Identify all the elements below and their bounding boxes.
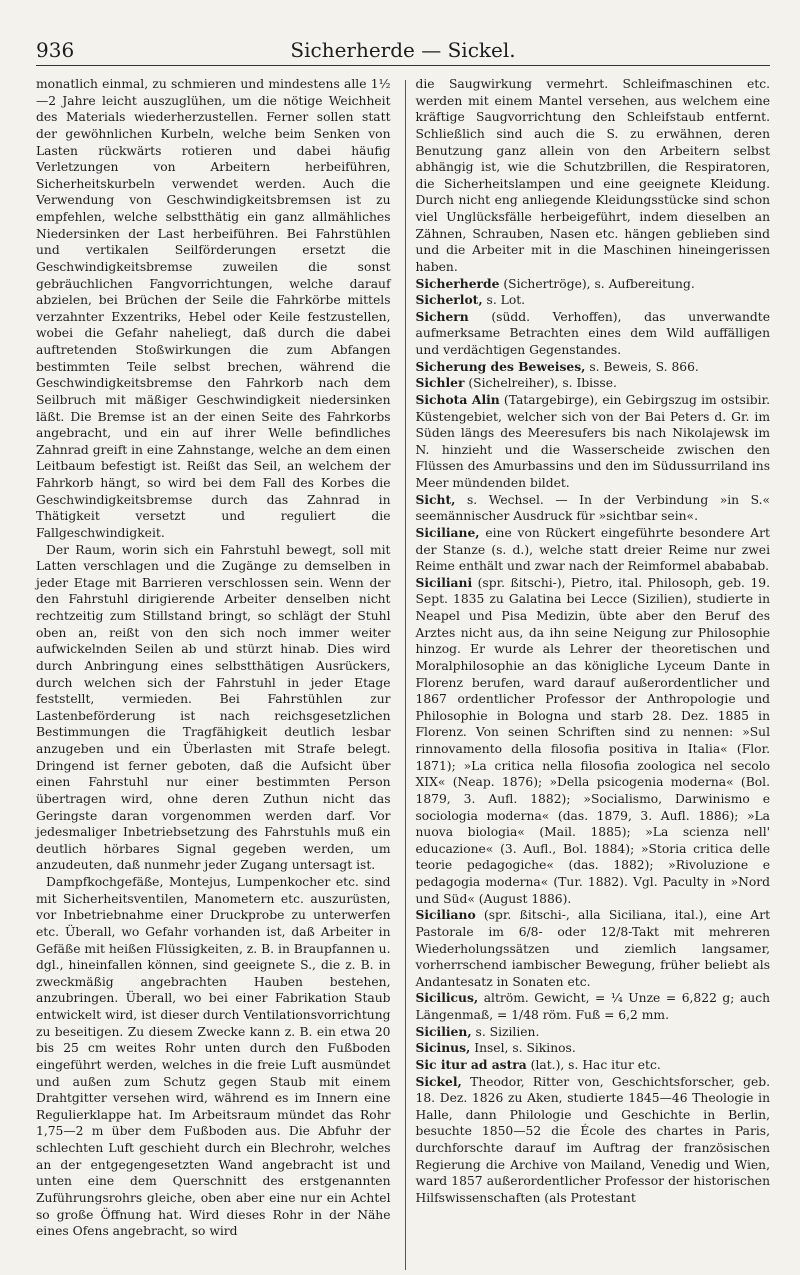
dictionary-entry <box>416 392 771 492</box>
dictionary-entry <box>416 292 771 309</box>
entry-headword: Sicherlot, <box>415 292 483 308</box>
entry-text: (lat.), s. Hac itur etc. <box>526 1057 661 1072</box>
entry-headword: Sichler <box>415 375 465 391</box>
dictionary-entry <box>416 359 771 376</box>
dictionary-entry <box>416 1057 771 1074</box>
column-divider <box>405 80 406 1270</box>
dictionary-entry <box>416 1024 771 1041</box>
text-columns <box>36 76 770 1270</box>
entry-text: Insel, s. Sikinos. <box>470 1041 576 1056</box>
dictionary-entry <box>416 907 771 990</box>
entry-text: s. Beweis, S. 866. <box>585 359 699 374</box>
page-header <box>36 38 770 66</box>
running-title: Sicherherde — Sickel. <box>290 38 516 62</box>
entry-headword: Sichota Alin <box>415 391 500 407</box>
entry-headword: Sicherherde <box>415 275 500 291</box>
entry-text: (Tatargebirge), ein Gebirgszug im ostsibir. Küstengebiet, welcher sich von der Bai Peters d. Gr. im Süden längs des Meeresufers bis nach Nikolajewsk im N. hinzieht und die Wasserscheide zwischen den Flüssen des Amurbassins und den im Südussurriland ins Meer mündenden bildet. <box>415 392 771 490</box>
entry-headword: Sichern <box>415 308 469 324</box>
entry-text: (spr. ßitschi-, alla Siciliana, ital.), eine Art Pastorale im 6/8- oder 12/8-Takt mit mehreren Wiederholungssätzen und ziemlich langsamer, vorherrschend iambischer Bewegung, früher beliebt als Andantesatz in Sonaten etc. <box>415 908 771 989</box>
dictionary-entry <box>416 1074 771 1207</box>
dictionary-entry <box>416 375 771 392</box>
body-paragraph: Dampfkochgefäße, Montejus, Lumpenkocher etc. sind mit Sicherheitsventilen, Manometern etc. auszurüsten, vor Inbetriebnahme einer Druckprobe zu unterwerfen etc. Überall, wo Gefahr vorhanden ist, daß Arbeiter in Gefäße mit heißen Flüssigkeiten, z. B. in Braupfannen u. dgl., hineinfallen können, sind geeignete S., die z. B. in zweckmäßig angebrachten Hauben bestehen, anzubringen. Überall, wo bei einer Fabrikation Staub entwickelt wird, ist dieser durch Ventilationsvorrichtung zu beseitigen. Zu diesem Zwecke kann z. B. ein etwa 20 bis 25 cm weites Rohr unten durch den Fußboden eingeführt werden, welches in die freie Luft ausmündet und außen zum Schutz gegen Staub mit einem Drahtgitter versehen wird, während es im Innern eine Regulierklappe hat. Im Arbeitsraum mündet das Rohr 1,75—2 m über dem Fußboden aus. Die Abfuhr der schlechten Luft geschieht durch ein Blechrohr, welches an der entgegengesetzten Wand angebracht ist und unten eine dem Querschnitt des erstgenannten Zuführungsrohrs gleiche, oben aber eine nur ein Achtel so große Öffnung hat. Wird dieses Rohr in der Nähe eines Ofens angebracht, so wird <box>36 875 391 1239</box>
entry-headword: Siciliano <box>415 907 476 923</box>
entry-text: s. Wechsel. — In der Verbindung »in S.« seemännischer Ausdruck für »sichtbar sein«. <box>415 492 771 524</box>
entry-headword: Sicilien, <box>415 1023 472 1039</box>
body-paragraph: monatlich einmal, zu schmieren und mindestens alle 1½—2 Jahre leicht auszuglühen, um die nötige Weichheit des Materials wiederherzustellen. Ferner sollen statt der gewöhnlichen Kurbeln, welche beim Senken von Lasten rückwärts rotieren und dabei häufig Verletzungen von Arbeitern herbeiführen, Sicherheitskurbeln verwendet werden. Auch die Verwendung von Geschwindigkeitsbremsen ist zu empfehlen, welche selbstthätig ein ganz allmähliches Niedersinken der Last herbeiführen. Bei Fahrstühlen und vertikalen Seilförderungen ersetzt die Geschwindigkeitsbremse zuweilen die sonst gebräuchlichen Fangvorrichtungen, welche darauf abzielen, bei Brüchen der Seile die Fahrkörbe mittels verzahnter Exzentriks, Hebel oder Keile festzustellen, wobei die Gefahr naheliegt, daß durch die dabei auftretenden Stoßwirkungen die zum Abfangen bestimmten Teile selbst brechen, während die Geschwindigkeitsbremse den Fahrkorb nach dem Seilbruch mit mäßiger Geschwindigkeit niedersinken läßt. Die Bremse ist an der einen Seite des Fahrkorbs angebracht, und ein auf ihrer Welle befindliches Zahnrad greift in eine Zahnstange, welche an dem einen Leitbaum befestigt ist. Reißt das Seil, an welchem der Fahrkorb hängt, so wird bei dem Fall des Korbes die Geschwindigkeitsbremse durch das Zahnrad in Thätigkeit versetzt und reguliert die Fallgeschwindigkeit. <box>36 77 391 540</box>
entry-text: (Sichertröge), s. Aufbereitung. <box>499 276 695 291</box>
body-paragraph: Der Raum, worin sich ein Fahrstuhl bewegt, soll mit Latten verschlagen und die Zugänge zu demselben in jeder Etage mit Barrieren verschlossen sein. Wenn der den Fahrstuhl dirigierende Arbeiter denselben nicht rechtzeitig zum Stillstand bringt, so schlägt der Stuhl oben an, reißt von den sich noch immer weiter aufwickelnden Seilen ab und stürzt hinab. Dies wird durch Anbringung eines selbstthätigen Ausrückers, durch welchen sich der Fahrstuhl in jeder Etage feststellt, vermieden. Bei Fahrstühlen zur Lastenbeförderung ist nach reichsgesetzlichen Bestimmungen die Tragfähigkeit deutlich lesbar anzugeben und ein Überlasten mit Strafe belegt. Dringend ist ferner geboten, daß die Aufsicht über einen Fahrstuhl nur einer bestimmten Person übertragen wird, ohne deren Zuthun nicht das Geringste daran vorgenommen werden darf. Vor jedesmaliger Inbetriebsetzung des Fahrstuhls muß ein deutlich hörbares Signal gegeben werden, um anzudeuten, daß nunmehr jeder Zugang untersagt ist. <box>36 542 391 873</box>
entry-headword: Siciliane, <box>415 524 480 540</box>
entry-headword: Sicinus, <box>415 1040 471 1056</box>
dictionary-entry <box>416 309 771 359</box>
entry-text: Theodor, Ritter von, Geschichtsforscher, geb. 18. Dez. 1826 zu Aken, studierte 1845—46 Theologie in Halle, dann Philologie und Geschichte in Berlin, besuchte 1850—52 die École des chartes in Paris, durchforschte darauf im Auftrag der französischen Regierung die Archive von Mailand, Venedig und Wien, ward 1857 außerordentlicher Professor der historischen Hilfswissenschaften (als Protestant <box>415 1074 771 1205</box>
left-column <box>36 76 391 1270</box>
page-number: 936 <box>36 38 75 62</box>
body-paragraph: die Saugwirkung vermehrt. Schleifmaschinen etc. werden mit einem Mantel versehen, aus welchem eine kräftige Saugvorrichtung den Schleifstaub entfernt. Schließlich sind auch die S. zu erwähnen, deren Benutzung ganz allein von den Arbeitern selbst abhängig ist, wie die Schutzbrillen, die Respiratoren, die Sicherheitslampen und eine geeignete Kleidung. Durch nicht eng anliegende Kleidungsstücke sind schon viel Unglücksfälle herbeigeführt, indem dieselben an Zähnen, Schrauben, Nasen etc. hängen geblieben sind und die Arbeiter mit in die Maschinen hineingerissen haben. <box>415 77 771 274</box>
entry-headword: Sic itur ad astra <box>415 1056 527 1072</box>
entry-text: s. Sizilien. <box>471 1024 540 1039</box>
dictionary-entry <box>416 525 771 575</box>
entry-headword: Sicht, <box>415 491 456 507</box>
entry-text: eine von Rückert eingeführte besondere Art der Stanze (s. d.), welche statt dreier Reime nur zwei Reime enthält und zwar nach der Reimformel abababab. <box>415 525 771 574</box>
dictionary-entry <box>416 492 771 525</box>
entry-text: s. Lot. <box>482 293 526 308</box>
entry-headword: Siciliani <box>415 574 473 590</box>
dictionary-entry <box>416 1040 771 1057</box>
entry-headword: Sickel, <box>415 1073 462 1089</box>
entry-text: (spr. ßitschi-), Pietro, ital. Philosoph, geb. 19. Sept. 1835 zu Galatina bei Lecce (Sizilien), studierte in Neapel und Pisa Medizin, übte aber den Beruf des Arztes nicht aus, da ihn seine Neigung zur Philosophie hinzog. Er wurde als Lehrer der theoretischen und Moralphilosophie an das königliche Lyceum Dante in Florenz berufen, ward darauf außerordentlicher und 1867 ordentlicher Professor der Anthropologie und Philosophie in Bologna und starb 28. Dez. 1885 in Florenz. Von seinen Schriften sind zu nennen: »Sul rinnovamento della filosofia positiva in Italia« (Flor. 1871); »La critica nella filosofia zoologica nel secolo XIX« (Neap. 1876); »Della psicogenia moderna« (Bol. 1879, 3. Aufl. 1882); »Socialismo, Darwinismo e sociologia moderna« (das. 1879, 3. Aufl. 1886); »La nuova biologia« (Mail. 1885); »La scienza nell' educazione« (3. Aufl., Bol. 1884); »Storia critica delle teorie pedagogiche« (das. 1882); »Rivoluzione e pedagogia moderna« (Tur. 1882). Vgl. Paculty in »Nord und Süd« (August 1886). <box>415 575 771 906</box>
entry-text: altröm. Gewicht, = ¼ Unze = 6,822 g; auch Längenmaß, = 1/48 röm. Fuß = 6,2 mm. <box>415 991 771 1022</box>
entry-headword: Sicilicus, <box>415 990 479 1006</box>
right-column <box>416 76 771 1270</box>
dictionary-entry <box>416 276 771 293</box>
entry-headword: Sicherung des Beweises, <box>415 358 586 374</box>
entry-text: (Sichelreiher), s. Ibisse. <box>464 376 617 391</box>
dictionary-entry <box>416 990 771 1023</box>
entry-text: (südd. Verhoffen), das unverwandte aufmerksame Betrachten eines dem Wild auffälligen und verdächtigen Gegenstandes. <box>415 309 771 357</box>
dictionary-entry <box>416 575 771 908</box>
